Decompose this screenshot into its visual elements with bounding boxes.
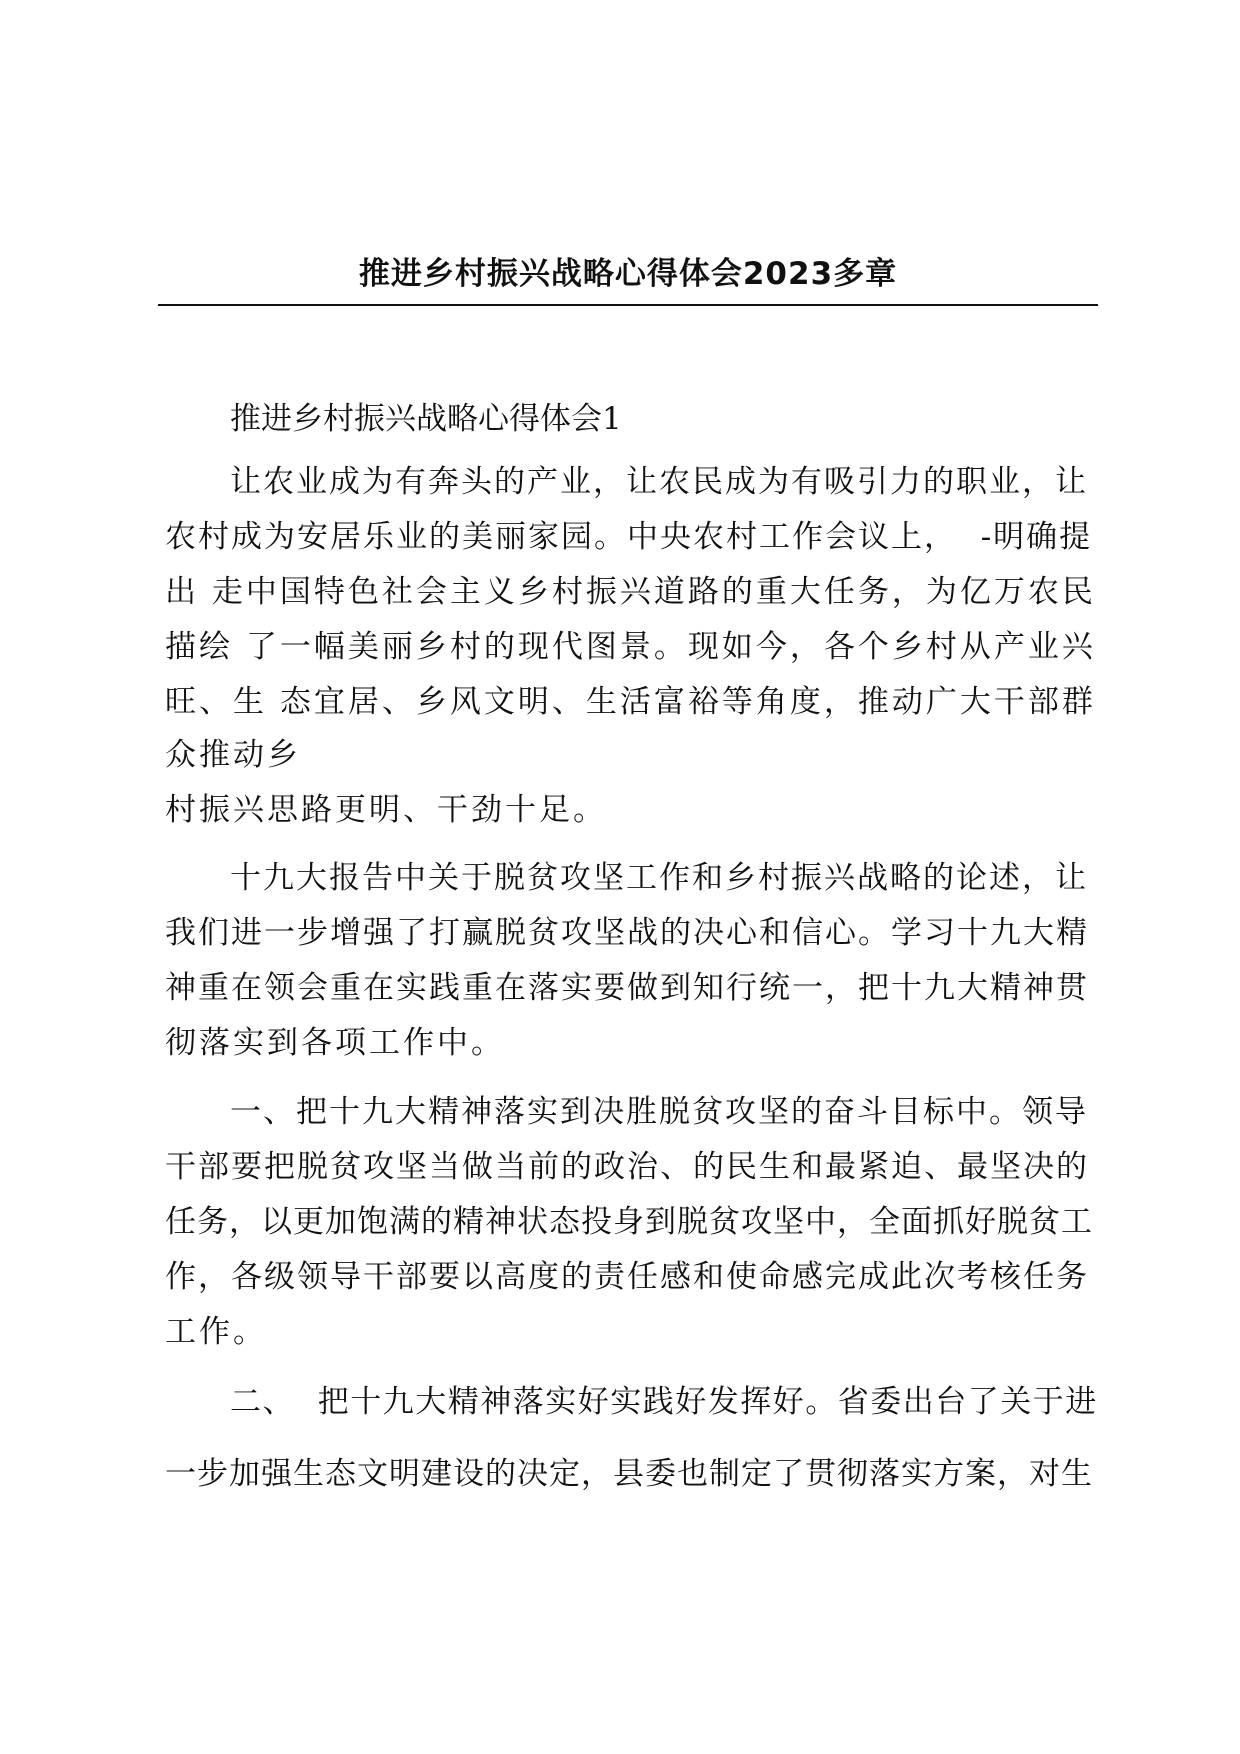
paragraph-1-line: 众推动乡 [165,737,301,773]
paragraph-2-line: 神重在领会重在实践重在落实要做到知行统一，把十九大精神贯 [165,970,1089,1006]
paragraph-2-line: 我们进一步增强了打赢脱贫攻坚战的决心和信心。学习十九大精 [165,915,1089,951]
section-heading: 推进乡村振兴战略心得体会1 [230,401,622,437]
paragraph-2-line: 十九大报告中关于脱贫攻坚工作和乡村振兴战略的论述，让 [230,860,1088,896]
paragraph-1-line: 描绘 了一幅美丽乡村的现代图景。现如今，各个乡村从产业兴 [165,629,1096,665]
paragraph-1-line: 村振兴思路更明、干劲十足。 [165,792,607,828]
title-underline-rule [158,304,1098,306]
paragraph-3-line: 作，各级领导干部要以高度的责任感和使命感完成此次考核任务 [165,1259,1089,1295]
paragraph-3-line: 工作。 [165,1314,267,1350]
paragraph-1-line: 农村成为安居乐业的美丽家园。中央农村工作会议上， -明确提 [165,519,1093,555]
paragraph-3-line: 一、把十九大精神落实到决胜脱贫攻坚的奋斗目标中。领导 [230,1094,1088,1130]
paragraph-2-line: 彻落实到各项工作中。 [165,1025,505,1061]
paragraph-1-line: 出 走中国特色社会主义乡村振兴道路的重大任务，为亿万农民 [165,574,1096,610]
document-title: 推进乡村振兴战略心得体会2023多章 [358,256,898,292]
paragraph-4-line: 一步加强生态文明建设的决定，县委也制定了贯彻落实方案，对生 [165,1456,1093,1492]
paragraph-3-line: 任务，以更加饱满的精神状态投身到脱贫攻坚中，全面抓好脱贫工 [165,1204,1093,1240]
paragraph-3-line: 干部要把脱贫攻坚当做当前的政治、的民生和最紧迫、最坚决的 [165,1149,1089,1185]
paragraph-1-line: 旺、生 态宜居、乡风文明、生活富裕等角度，推动广大干部群 [165,684,1096,720]
paragraph-1-line: 让农业成为有奔头的产业，让农民成为有吸引力的职业，让 [230,464,1088,500]
paragraph-4-line: 二、 把十九大精神落实好实践好发挥好。省委出台了关于进 [230,1384,1098,1420]
